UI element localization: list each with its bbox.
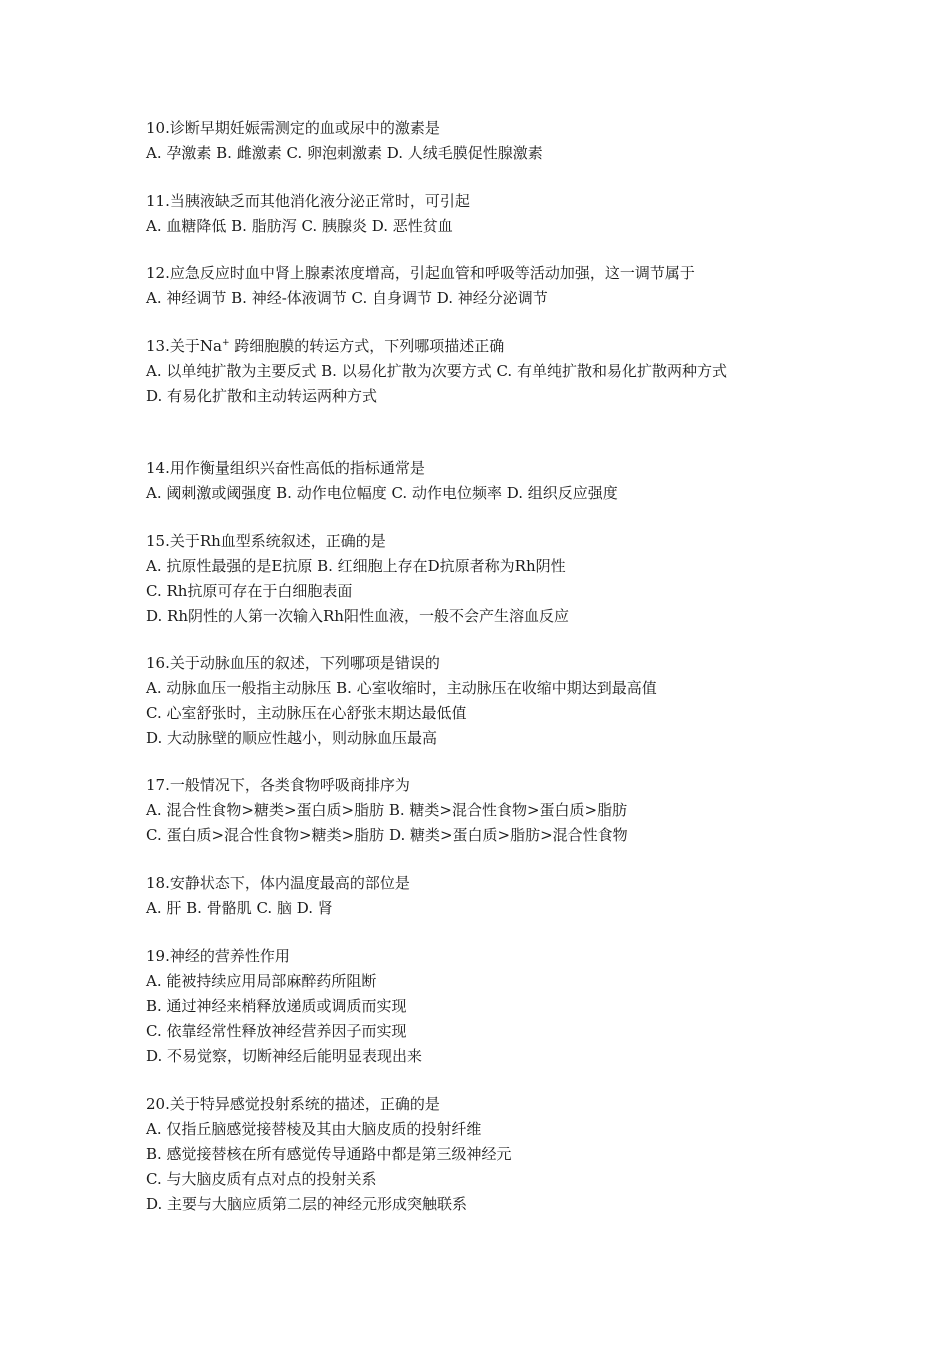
- question-12: [146, 261, 806, 311]
- question-stem: 10.诊断早期妊娠需测定的血或尿中的激素是: [146, 119, 440, 137]
- question-options: A. 神经调节 B. 神经-体液调节 C. 自身调节 D. 神经分泌调节: [146, 289, 548, 307]
- question-stem: 14.用作衡量组织兴奋性高低的指标通常是: [146, 459, 425, 477]
- stem-prefix: 13.关于Na: [146, 337, 222, 355]
- question-options: A. 孕激素 B. 雌激素 C. 卵泡刺激素 D. 人绒毛膜促性腺激素: [146, 144, 543, 162]
- question-10: [146, 116, 806, 166]
- question-options: A. 阈刺激或阈强度 B. 动作电位幅度 C. 动作电位频率 D. 组织反应强度: [146, 484, 618, 502]
- question-11: [146, 189, 806, 239]
- question-option: A. 动脉血压一般指主动脉压 B. 心室收缩时，主动脉压在收缩中期达到最高值: [146, 679, 657, 697]
- question-option: B. 感觉接替核在所有感觉传导通路中都是第三级神经元: [146, 1145, 512, 1163]
- question-19: [146, 944, 806, 1069]
- question-stem: 16.关于动脉血压的叙述，下列哪项是错误的: [146, 654, 440, 672]
- question-stem: 11.当胰液缺乏而其他消化液分泌正常时，可引起: [146, 192, 470, 210]
- question-option: D. 不易觉察，切断神经后能明显表现出来: [146, 1047, 423, 1065]
- question-17: [146, 773, 806, 848]
- question-stem: [146, 334, 806, 359]
- question-option: A. 仅指丘脑感觉接替棱及其由大脑皮质的投射纤维: [146, 1120, 482, 1138]
- question-stem: 20.关于特异感觉投射系统的描述，正确的是: [146, 1095, 440, 1113]
- question-option: A. 抗原性最强的是E抗原 B. 红细胞上存在D抗原者称为Rh阴性: [146, 557, 566, 575]
- stem-suffix: 跨细胞膜的转运方式，下列哪项描述正确: [229, 337, 505, 355]
- question-stem: 17.一般情况下，各类食物呼吸商排序为: [146, 776, 410, 794]
- question-option: B. 通过神经来梢释放递质或调质而实现: [146, 997, 407, 1015]
- question-option: A. 能被持续应用局部麻醉药所阻断: [146, 972, 377, 990]
- question-option: C. 蛋白质>混合性食物>糖类>脂肪 D. 糖类>蛋白质>脂肪>混合性食物: [146, 826, 628, 844]
- question-stem: 19.神经的营养性作用: [146, 947, 290, 965]
- question-13: [146, 334, 806, 409]
- question-16: [146, 651, 806, 751]
- question-options: A. 血糖降低 B. 脂肪泻 C. 胰腺炎 D. 恶性贫血: [146, 217, 453, 235]
- question-20: [146, 1092, 806, 1217]
- question-option: C. 依靠经常性释放神经营养因子而实现: [146, 1022, 407, 1040]
- question-stem: 18.安静状态下，体内温度最高的部位是: [146, 874, 410, 892]
- question-option: C. 心室舒张时，主动脉压在心舒张末期达最低值: [146, 704, 467, 722]
- question-option: D. 主要与大脑应质第二层的神经元形成突触联系: [146, 1195, 468, 1213]
- question-18: [146, 871, 806, 921]
- question-option: D. 大动脉壁的顺应性越小，则动脉血压最高: [146, 729, 438, 747]
- question-15: [146, 529, 806, 629]
- question-option: C. 与大脑皮质有点对点的投射关系: [146, 1170, 377, 1188]
- question-stem: 12.应急反应时血中肾上腺素浓度增高，引起血管和呼吸等活动加强，这一调节属于: [146, 264, 695, 282]
- question-option: D. 有易化扩散和主动转运两种方式: [146, 387, 378, 405]
- question-option: C. Rh抗原可存在于白细胞表面: [146, 582, 353, 600]
- question-options-wrapped: A. 以单纯扩散为主要反式 B. 以易化扩散为次要方式 C. 有单纯扩散和易化扩散两种方式: [146, 362, 727, 380]
- ion-charge: +: [221, 338, 230, 348]
- question-option: D. Rh阴性的人第一次输入Rh阳性血液，一般不会产生溶血反应: [146, 607, 569, 625]
- question-options: A. 肝 B. 骨骼肌 C. 脑 D. 肾: [146, 899, 333, 917]
- question-option: A. 混合性食物>糖类>蛋白质>脂肪 B. 糖类>混合性食物>蛋白质>脂肪: [146, 801, 628, 819]
- question-stem: 15.关于Rh血型系统叙述，正确的是: [146, 532, 386, 550]
- question-14: [146, 456, 806, 506]
